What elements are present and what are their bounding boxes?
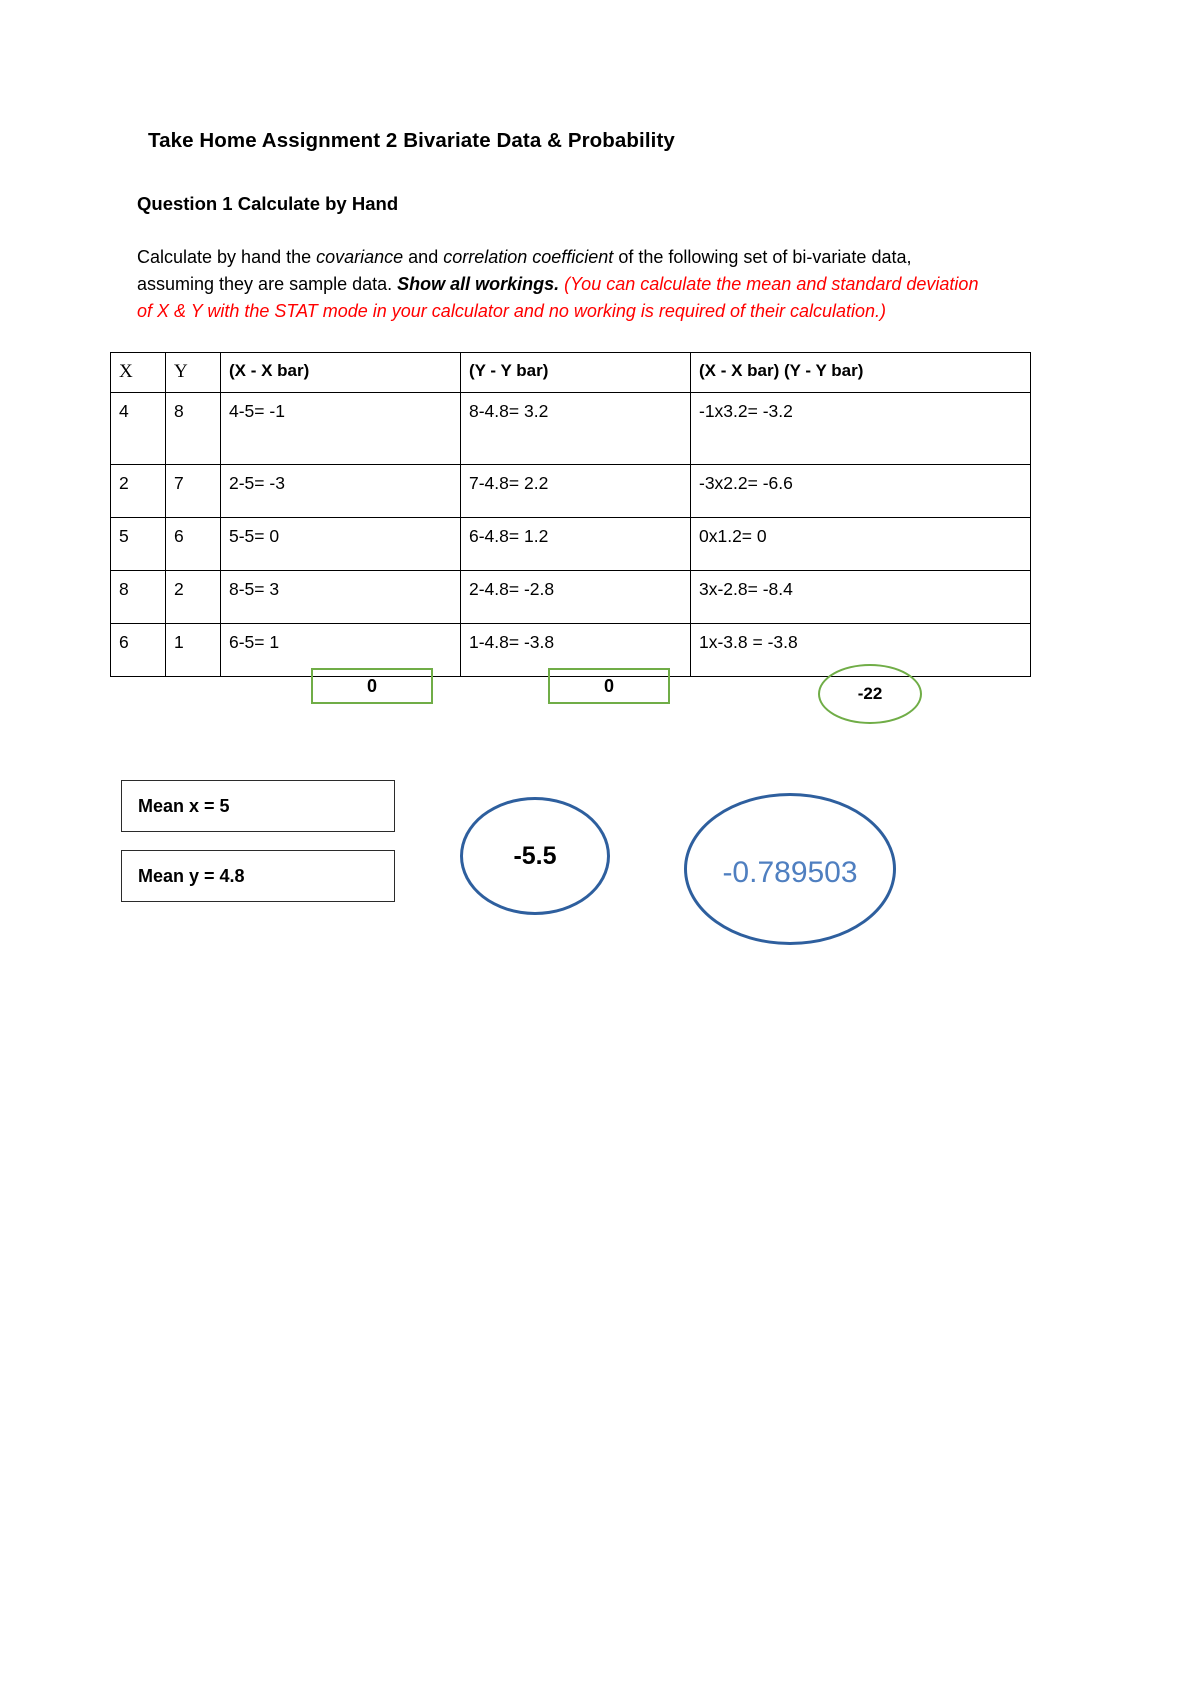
cell-product: 3x-2.8= -8.4 [691, 571, 1031, 624]
section-heading-question-1: Question 1 Calculate by Hand [137, 192, 399, 214]
column-header-y-deviation: (Y - Y bar) [461, 353, 691, 393]
question-instructions-paragraph [137, 244, 992, 326]
cell-x-deviation: 4-5= -1 [221, 393, 461, 465]
sum-products-annotation: -22 [818, 664, 922, 724]
term-covariance: covariance [316, 246, 404, 267]
column-header-product: (X - X bar) (Y - Y bar) [691, 353, 1031, 393]
table-row [111, 518, 1031, 571]
correlation-value: -0.789503 [722, 856, 858, 889]
column-header-x-deviation: (X - X bar) [221, 353, 461, 393]
cell-y-deviation: 2-4.8= -2.8 [461, 571, 691, 624]
sum-x-deviation-annotation: 0 [311, 668, 433, 704]
cell-y: 7 [166, 465, 221, 518]
document-content [137, 128, 1067, 326]
table-header-row [111, 353, 1031, 393]
covariance-result-annotation: -5.5 [460, 797, 610, 915]
red-calculator-note: (You can calculate the mean and standard deviation of X & Y with the STAT mode in your calculator and no working is required of their calculation.) [137, 274, 979, 322]
cell-product: 0x1.2= 0 [691, 518, 1031, 571]
column-header-y: Y [166, 353, 221, 393]
cell-product: -3x2.2= -6.6 [691, 465, 1031, 518]
cell-y: 1 [166, 624, 221, 677]
bivariate-calculation-table [110, 352, 1031, 677]
column-header-x: X [111, 353, 166, 393]
term-correlation-coefficient: correlation coefficient [443, 246, 614, 267]
table-row [111, 393, 1031, 465]
sum-y-deviation-annotation: 0 [548, 668, 670, 704]
instructions-text-part-2: and [403, 246, 444, 267]
cell-y-deviation: 1-4.8= -3.8 [461, 624, 691, 677]
cell-y: 6 [166, 518, 221, 571]
cell-y: 2 [166, 571, 221, 624]
cell-y: 8 [166, 393, 221, 465]
cell-x-deviation: 6-5= 1 [221, 624, 461, 677]
instructions-text-part-3: of the following set of bi-variate data, assuming they are sample data. [137, 246, 912, 295]
cell-x-deviation: 5-5= 0 [221, 518, 461, 571]
show-all-workings-emphasis: Show all workings. [397, 274, 560, 295]
cell-product: 1x-3.8 = -3.8 [691, 624, 1031, 677]
mean-x-annotation: Mean x = 5 [121, 780, 395, 832]
cell-y-deviation: 6-4.8= 1.2 [461, 518, 691, 571]
page-title: Take Home Assignment 2 Bivariate Data & Probability [148, 129, 675, 152]
cell-product: -1x3.2= -3.2 [691, 393, 1031, 465]
cell-x: 4 [111, 393, 166, 465]
cell-x: 8 [111, 571, 166, 624]
instructions-text-part-1: Calculate by hand the [137, 246, 317, 267]
correlation-result-annotation [684, 793, 896, 945]
cell-x: 6 [111, 624, 166, 677]
table-row [111, 465, 1031, 518]
mean-y-annotation: Mean y = 4.8 [121, 850, 395, 902]
cell-y-deviation: 8-4.8= 3.2 [461, 393, 691, 465]
table-row [111, 571, 1031, 624]
cell-x: 5 [111, 518, 166, 571]
cell-x-deviation: 2-5= -3 [221, 465, 461, 518]
cell-x-deviation: 8-5= 3 [221, 571, 461, 624]
cell-x: 2 [111, 465, 166, 518]
cell-y-deviation: 7-4.8= 2.2 [461, 465, 691, 518]
